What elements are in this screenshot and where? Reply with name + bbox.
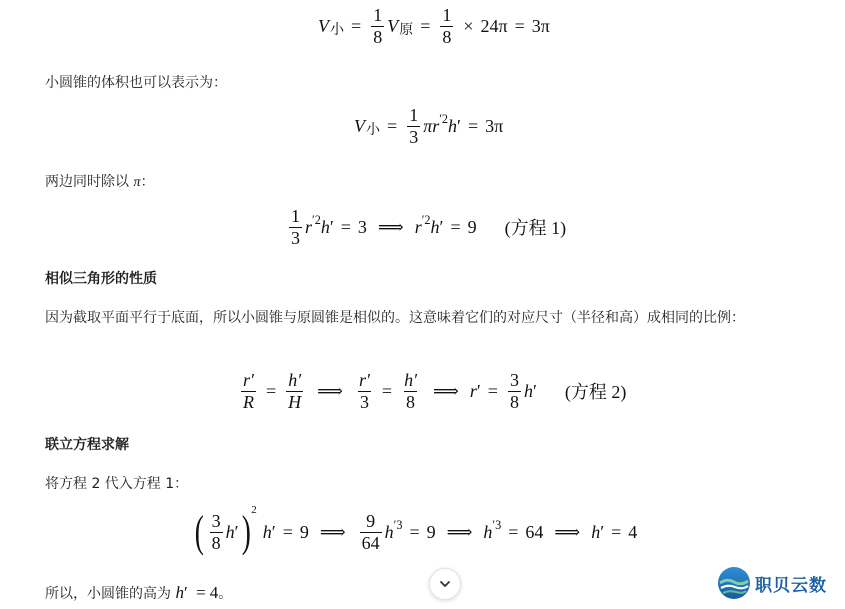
prime: ′ xyxy=(439,216,444,237)
numerator: 1 xyxy=(409,105,419,125)
numerator: 1 xyxy=(291,206,300,226)
fraction-one-eighth xyxy=(371,6,384,47)
heading-solve: 联立方程求解 xyxy=(45,437,129,453)
subscript-small: 小 xyxy=(330,22,345,39)
fraction-r-prime-over-3 xyxy=(357,371,372,412)
numerator: h′ xyxy=(404,370,418,390)
prime: ′ xyxy=(600,521,605,542)
equals: = xyxy=(450,216,461,237)
equation-1 xyxy=(286,207,566,248)
prime: ′ xyxy=(457,115,461,136)
text-suffix: 。 xyxy=(218,586,233,602)
implies-arrow: ⟹ xyxy=(446,521,473,542)
equals: = xyxy=(282,521,293,542)
fraction-r-prime-over-R xyxy=(241,371,256,412)
implies-arrow: ⟹ xyxy=(433,380,459,401)
sym-h: h xyxy=(448,115,458,136)
cube-exponent: ′3 xyxy=(492,517,502,532)
denominator: 64 xyxy=(361,532,380,553)
fraction-one-third xyxy=(407,106,420,147)
equals: = xyxy=(351,15,362,36)
watermark xyxy=(717,566,827,600)
denominator: 3 xyxy=(409,126,419,147)
sym-h: h xyxy=(483,521,493,542)
numerator: 3 xyxy=(211,510,221,531)
equals: = xyxy=(514,15,525,36)
subscript-small: 小 xyxy=(366,122,381,139)
chevron-down-icon xyxy=(438,577,452,591)
r-exponent: ′2 xyxy=(421,213,431,228)
paragraph-similar: 因为截取平面平行于底面，所以小圆锥与原圆锥是相似的。这意味着它们的对应尺寸（半径和高）成相同的比例： xyxy=(45,310,745,326)
numerator: r′ xyxy=(243,370,254,390)
value: 9 xyxy=(426,521,436,542)
value: 4 xyxy=(628,521,638,542)
fraction-h-prime-over-H xyxy=(286,371,303,412)
value: 64 xyxy=(525,521,544,542)
numerator: 9 xyxy=(366,510,376,531)
value: 4 xyxy=(209,583,219,602)
equals: = xyxy=(196,583,206,602)
equals: = xyxy=(381,380,393,401)
value: 3 xyxy=(357,216,367,237)
heading-similar-triangles: 相似三角形的性质 xyxy=(45,271,157,287)
text-conclusion xyxy=(45,583,232,603)
equation-solve xyxy=(192,504,638,556)
sym-h: h xyxy=(523,380,533,401)
subscript-original: 原 xyxy=(399,22,414,39)
left-paren: ( xyxy=(194,507,204,556)
sym-h: h xyxy=(591,521,601,542)
fraction-three-eighths xyxy=(508,371,521,412)
value: 9 xyxy=(299,521,309,542)
prime: ′ xyxy=(234,521,239,542)
equals: = xyxy=(420,15,431,36)
sym-h: h xyxy=(175,583,184,602)
cube-exponent: ′3 xyxy=(393,517,403,532)
denominator: 8 xyxy=(406,391,416,412)
prime: ′ xyxy=(329,216,334,237)
fraction-h-prime-over-8 xyxy=(402,371,419,412)
scroll-down-button[interactable] xyxy=(429,568,461,600)
equals: = xyxy=(340,216,351,237)
result: 3π xyxy=(485,115,504,136)
text-prefix: 两边同时除以 xyxy=(45,174,129,190)
implies-arrow: ⟹ xyxy=(377,216,404,237)
equals: = xyxy=(487,380,498,401)
equals: = xyxy=(266,380,277,401)
text-small-cone-volume: 小圆锥的体积也可以表示为： xyxy=(45,75,227,91)
prime: ′ xyxy=(183,583,188,602)
numerator: 3 xyxy=(509,370,519,390)
equation-volume-ratio xyxy=(318,6,550,47)
equals: = xyxy=(508,521,519,542)
result: 3π xyxy=(531,15,550,36)
denominator: 8 xyxy=(373,26,383,47)
fraction-one-eighth xyxy=(440,6,453,47)
implies-arrow: ⟹ xyxy=(554,521,581,542)
denominator: H xyxy=(288,391,302,412)
numerator: 1 xyxy=(373,5,383,25)
fraction-one-third xyxy=(289,207,302,248)
value: 24π xyxy=(480,15,508,36)
equation-cone-volume xyxy=(354,106,503,147)
sym-h: h xyxy=(430,216,440,237)
watermark-globe-icon xyxy=(717,566,751,600)
implies-arrow: ⟹ xyxy=(317,380,343,401)
sym-r: r xyxy=(305,216,313,237)
fraction-three-eighths xyxy=(210,512,223,553)
denominator: 8 xyxy=(442,26,452,47)
implies-arrow: ⟹ xyxy=(319,521,346,542)
denominator: 8 xyxy=(509,391,519,412)
numerator: 1 xyxy=(442,5,452,25)
sym-h: h xyxy=(384,521,394,542)
pi: π xyxy=(133,175,141,190)
sym-h: h xyxy=(225,521,235,542)
watermark-text: 职贝云数 xyxy=(755,575,827,596)
pi: π xyxy=(423,115,433,136)
prime: ′ xyxy=(532,380,537,401)
prime: ′ xyxy=(271,521,276,542)
square-exponent: 2 xyxy=(251,504,257,516)
text-divide-pi xyxy=(45,171,154,191)
sym-r: r xyxy=(432,115,440,136)
value: 9 xyxy=(467,216,477,237)
fraction-nine-over-64 xyxy=(360,512,382,553)
equation-tag: (方程 1) xyxy=(504,218,567,239)
equation-tag: (方程 2) xyxy=(564,382,627,403)
r-exponent: ′2 xyxy=(312,213,321,228)
equals: = xyxy=(387,115,398,136)
equation-2 xyxy=(238,371,626,412)
right-paren: ) xyxy=(241,507,251,556)
sym-h: h xyxy=(262,521,272,542)
equals: = xyxy=(409,521,420,542)
prime: ′ xyxy=(476,380,481,401)
text-prefix: 所以，小圆锥的高为 xyxy=(45,586,171,602)
sym-v: V xyxy=(387,15,399,36)
sym-r: r xyxy=(469,380,477,401)
numerator: h′ xyxy=(288,370,302,390)
r-exponent: ′2 xyxy=(439,112,449,127)
denominator: 3 xyxy=(291,227,300,248)
equals: = xyxy=(467,115,479,136)
times: × xyxy=(463,15,474,36)
sym-h: h xyxy=(320,216,330,237)
sym-v: V xyxy=(354,115,365,136)
sym-r: r xyxy=(414,216,422,237)
equals: = xyxy=(611,521,622,542)
denominator: 3 xyxy=(359,391,369,412)
text-substitute: 将方程 2 代入方程 1： xyxy=(45,476,189,492)
text-suffix: ： xyxy=(140,174,155,190)
sym-v: V xyxy=(318,15,329,36)
denominator: R xyxy=(243,391,254,412)
denominator: 8 xyxy=(211,532,221,553)
numerator: r′ xyxy=(358,370,370,390)
